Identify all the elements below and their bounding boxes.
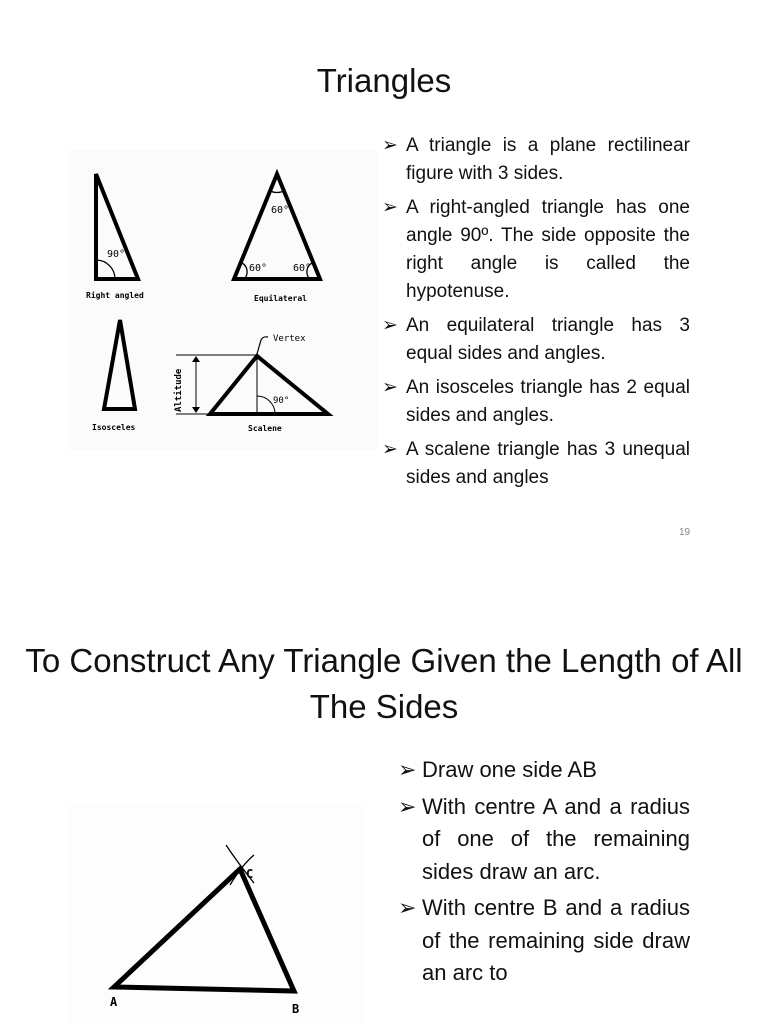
arrowhead-bullet-icon: ➢ (382, 377, 398, 398)
list-item (398, 892, 690, 990)
bullet-text: With centre B and a radius of the remaining side draw an arc to (422, 895, 690, 985)
bullet-text: A scalene triangle has 3 unequal sides and angles (406, 439, 690, 488)
caption-scalene: Scalene (248, 424, 282, 433)
arrowhead-bullet-icon: ➢ (398, 757, 417, 782)
bullet-text: A right-angled triangle has one angle 90º. The side opposite the right angle is called the hypotenuse. (406, 197, 690, 302)
angle-label: 60° (293, 263, 312, 274)
bullet-text: Draw one side AB (422, 757, 597, 782)
list-item (382, 374, 690, 430)
bullet-text: A triangle is a plane rectilinear figure with 3 sides. (406, 135, 690, 184)
list-item (382, 132, 690, 188)
list-item (382, 436, 690, 492)
bullet-text: An equilateral triangle has 3 equal sides and angles. (406, 315, 690, 364)
list-item (382, 194, 690, 306)
angle-label: 60° (249, 263, 268, 274)
bullet-list (398, 754, 690, 994)
arrowhead-bullet-icon: ➢ (398, 793, 417, 819)
point-label-b: B (292, 1002, 300, 1016)
arrowhead-bullet-icon: ➢ (382, 197, 398, 218)
angle-label: 90° (107, 249, 126, 260)
arrowhead-bullet-icon: ➢ (382, 135, 398, 156)
slide-title: Triangles (316, 62, 452, 99)
page-number: 19 (679, 527, 691, 538)
point-label-c: C (246, 867, 254, 881)
caption-equilateral: Equilateral (254, 294, 307, 303)
list-item (398, 754, 690, 787)
angle-label: 60° (271, 205, 290, 216)
arrowhead-bullet-icon: ➢ (382, 315, 398, 336)
triangle-types-figure (68, 150, 378, 450)
list-item (398, 791, 690, 889)
bullet-text: An isosceles triangle has 2 equal sides and angles. (406, 377, 690, 426)
vertex-label: Vertex (273, 334, 306, 344)
list-item (382, 312, 690, 368)
bullet-text: With centre A and a radius of one of the remaining sides draw an arc. (422, 793, 690, 884)
point-label-a: A (110, 995, 118, 1009)
caption-right-angled: Right angled (86, 291, 144, 300)
arrowhead-bullet-icon: ➢ (382, 439, 398, 460)
angle-label: 90° (273, 396, 290, 406)
slide-title: To Construct Any Triangle Given the Length of All The Sides (25, 642, 743, 725)
arrowhead-bullet-icon: ➢ (398, 895, 417, 920)
caption-isosceles: Isosceles (92, 423, 136, 432)
triangle-construction-figure (66, 805, 366, 1024)
bullet-list (382, 132, 690, 498)
altitude-label: Altitude (174, 368, 184, 412)
slide-construct-triangle (0, 600, 768, 1024)
